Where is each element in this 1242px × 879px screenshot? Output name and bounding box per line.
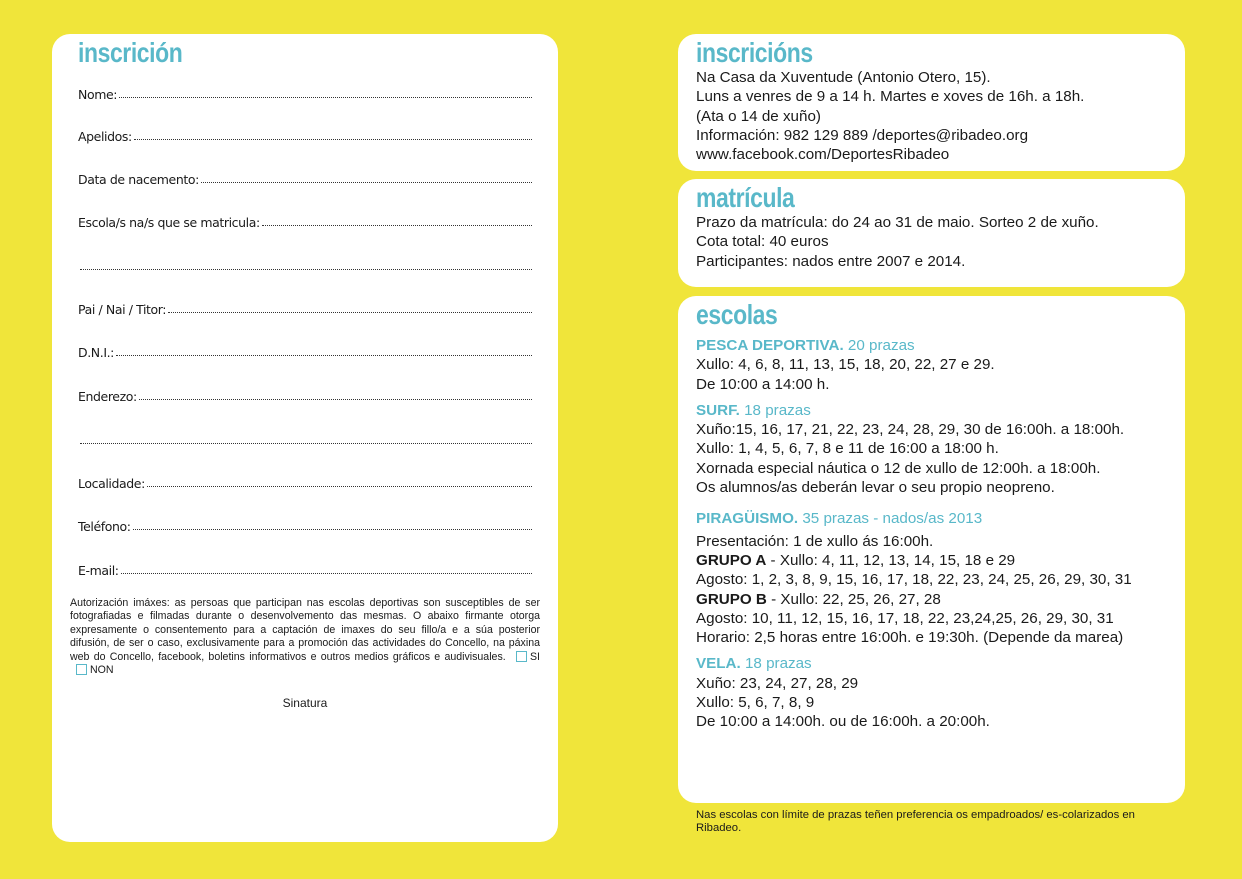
dotted-line xyxy=(168,311,532,313)
dotted-line xyxy=(121,572,532,574)
school-name: PIRAGÜISMO. xyxy=(696,510,799,528)
school-pesca xyxy=(696,336,1167,394)
inscricions-heading: inscricións xyxy=(696,37,813,68)
group-dates: - Xullo: 22, 25, 26, 27, 28 xyxy=(766,590,941,608)
school-name: VELA. xyxy=(696,655,741,673)
surname-field[interactable] xyxy=(78,124,532,144)
phone-field[interactable] xyxy=(78,514,532,534)
dotted-line xyxy=(134,138,532,140)
non-label: NON xyxy=(90,664,114,677)
school-line: Xornada especial náutica o 12 de xullo de 12:00h. a 18:00h. xyxy=(696,459,1101,477)
si-checkbox[interactable] xyxy=(516,651,527,662)
school-line: Xuño: 23, 24, 27, 28, 29 xyxy=(696,674,859,692)
group-label: GRUPO B xyxy=(696,590,767,608)
school-name: PESCA DEPORTIVA. xyxy=(696,337,844,354)
field-label: Nome: xyxy=(78,87,118,102)
school-title xyxy=(696,401,1167,420)
school-surf xyxy=(696,401,1167,497)
form-heading: inscrición xyxy=(78,37,183,68)
guardian-field[interactable] xyxy=(78,297,532,317)
dotted-line xyxy=(80,268,532,270)
field-label: Teléfono: xyxy=(78,519,131,534)
school-line: Horario: 2,5 horas entre 16:00h. e 19:30h. (Depende da marea) xyxy=(696,629,1124,647)
school-title xyxy=(696,654,1167,673)
school-line: De 10:00 a 14:00 h. xyxy=(696,375,830,393)
school-line: Xullo: 5, 6, 7, 8, 9 xyxy=(696,694,815,712)
facebook-link[interactable]: www.facebook.com/DeportesRibadeo xyxy=(696,146,950,164)
group-a-line xyxy=(696,551,1167,570)
school-places: 18 prazas xyxy=(739,401,811,419)
group-dates: - Xullo: 4, 11, 12, 13, 14, 15, 18 e 29 xyxy=(766,551,1016,569)
inscricions-panel xyxy=(678,34,1185,171)
footer-note: Nas escolas con límite de prazas teñen preferencia os empadroados/ es-colarizados en Ribadeo. xyxy=(696,809,1135,834)
field-label: Enderezo: xyxy=(78,389,137,404)
dotted-line xyxy=(201,181,532,183)
dotted-line xyxy=(133,528,532,530)
group-b-line xyxy=(696,590,1167,609)
school-places: 35 prazas - nados/as 2013 xyxy=(798,510,983,528)
school-line: Presentación: 1 de xullo ás 16:00h. xyxy=(696,532,934,550)
field-label: Data de nacemento: xyxy=(78,172,199,187)
dotted-line xyxy=(139,398,532,400)
address-field-extra[interactable] xyxy=(78,428,532,448)
school-line: Xullo: 1, 4, 5, 6, 7, 8 e 11 de 16:00 a 18:00 h. xyxy=(696,440,999,458)
authorization-text: Autorización imáxes: as persoas que participan nas escolas deportivas son susceptibles de ser fotografiadas e filmadas durante o desenvolvemento das mesmas. O abaixo firmante otorga expresamente o consentemento para a captación de imaxes do seu fillo/a e a súa posterior difusión, de ser o caso, exclusivamente para a promoción das actividades do Concello, na páxina web do Concello, facebook, boletins informativos e outros medios gráficos e audivisuales. xyxy=(70,597,540,663)
dni-field[interactable] xyxy=(78,340,532,360)
school-title xyxy=(696,336,1167,355)
group-label: GRUPO A xyxy=(696,551,767,569)
school-line: De 10:00 a 14:00h. ou de 16:00h. a 20:00h. xyxy=(696,713,990,731)
escolas-panel xyxy=(678,296,1185,803)
school-line: Agosto: 10, 11, 12, 15, 16, 17, 18, 22, 23,24,25, 26, 29, 30, 31 xyxy=(696,609,1114,627)
school-line: Agosto: 1, 2, 3, 8, 9, 15, 16, 17, 18, 22, 23, 24, 25, 26, 29, 30, 31 xyxy=(696,571,1132,589)
field-label: Localidade: xyxy=(78,476,145,491)
info-line: Prazo da matrícula: do 24 ao 31 de maio. Sorteo 2 de xuño. xyxy=(696,214,1099,231)
info-line: Participantes: nados entre 2007 e 2014. xyxy=(696,252,966,270)
school-vela xyxy=(696,654,1167,731)
school-name: SURF. xyxy=(696,401,740,419)
image-authorization xyxy=(70,597,540,677)
si-label: SI xyxy=(529,650,540,663)
dotted-line xyxy=(80,442,532,444)
field-label: Apelidos: xyxy=(78,129,132,144)
escolas-heading: escolas xyxy=(696,299,778,330)
contact-line: Información: 982 129 889 /deportes@ribadeo.org xyxy=(696,126,1029,144)
school-line: Xuño:15, 16, 17, 21, 22, 23, 24, 28, 29, 30 de 16:00h. a 18:00h. xyxy=(696,421,1125,439)
school-piraguismo xyxy=(696,509,1167,647)
locality-field[interactable] xyxy=(78,471,532,491)
name-field[interactable] xyxy=(78,82,532,102)
info-line: Na Casa da Xuventude (Antonio Otero, 15). xyxy=(696,69,991,86)
birthdate-field[interactable] xyxy=(78,167,532,187)
field-label: Pai / Nai / Titor: xyxy=(78,302,167,317)
dotted-line xyxy=(116,354,532,356)
info-line: Luns a venres de 9 a 14 h. Martes e xoves de 16h. a 18h. xyxy=(696,88,1085,106)
school-title xyxy=(696,509,1167,528)
info-line: Cota total: 40 euros xyxy=(696,233,829,251)
school-places: 18 prazas xyxy=(740,655,812,673)
field-label: Escola/s na/s que se matricula: xyxy=(78,215,260,230)
school-line: Os alumnos/as deberán levar o seu propio neopreno. xyxy=(696,479,1055,497)
inscricions-info xyxy=(696,68,1167,164)
school-line: Xullo: 4, 6, 8, 11, 13, 15, 18, 20, 22, 27 e 29. xyxy=(696,356,995,374)
signature-label: Sinatura xyxy=(282,696,328,710)
info-line: (Ata o 14 de xuño) xyxy=(696,107,821,125)
dotted-line xyxy=(119,96,532,98)
non-checkbox[interactable] xyxy=(76,664,87,675)
dotted-line xyxy=(262,224,532,226)
matricula-info xyxy=(696,213,1167,271)
school-field[interactable] xyxy=(78,210,532,230)
address-field[interactable] xyxy=(78,384,532,404)
dotted-line xyxy=(147,485,532,487)
school-places: 20 prazas xyxy=(843,337,915,354)
matricula-heading: matrícula xyxy=(696,182,795,213)
field-label: D.N.I.: xyxy=(78,345,114,360)
registration-form xyxy=(52,34,558,842)
school-field-extra[interactable] xyxy=(78,254,532,274)
matricula-panel xyxy=(678,179,1185,287)
field-label: E-mail: xyxy=(78,563,119,578)
email-field[interactable] xyxy=(78,558,532,578)
